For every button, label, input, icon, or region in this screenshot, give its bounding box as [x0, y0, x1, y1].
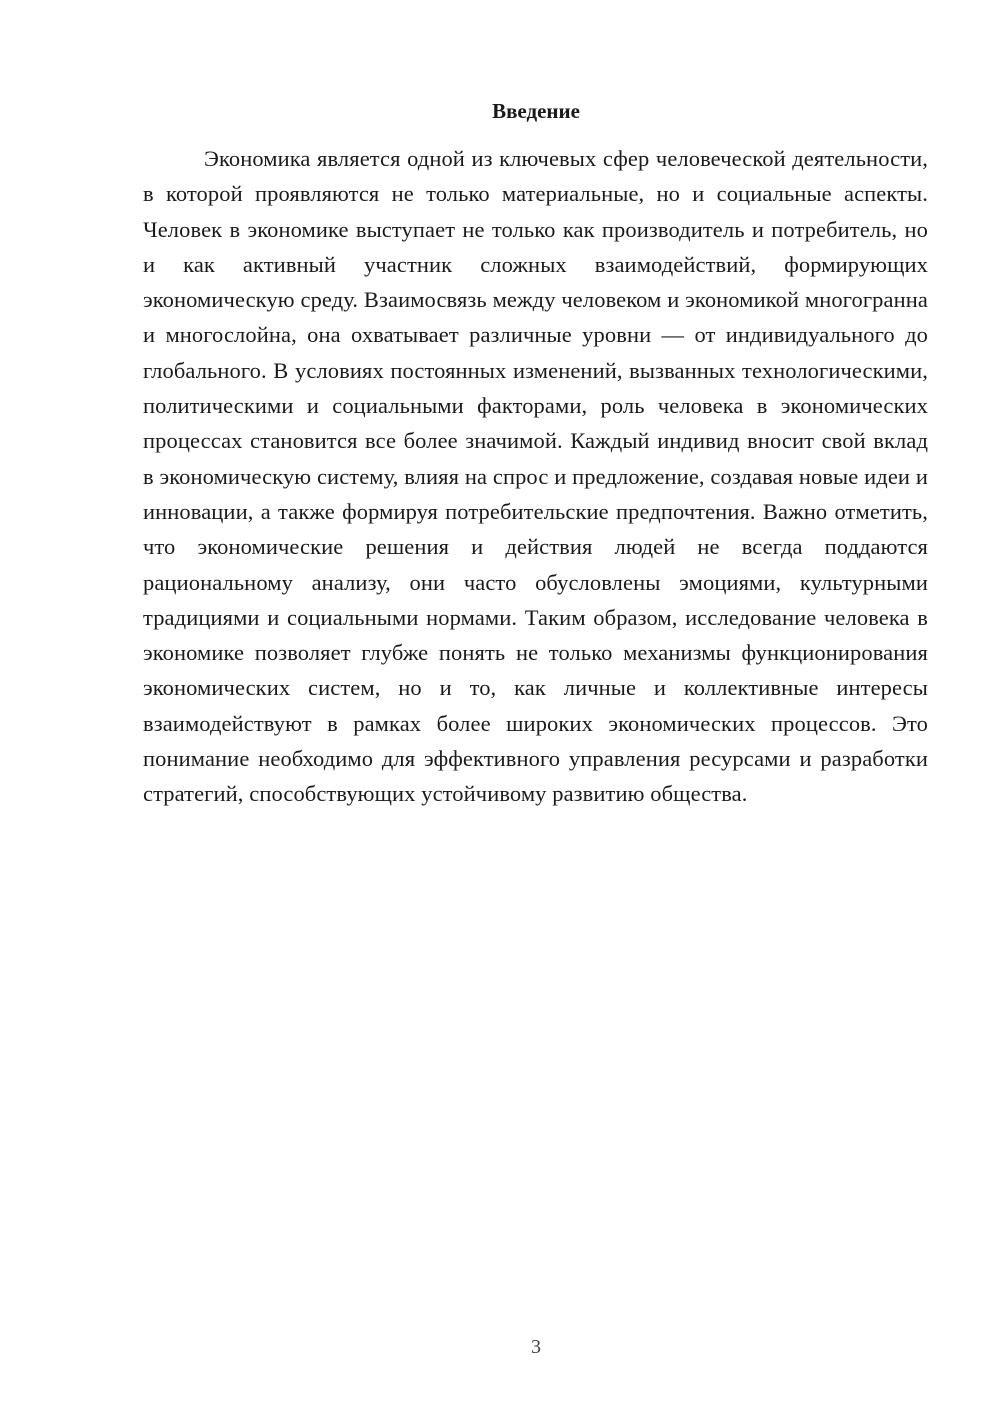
section-heading: Введение [492, 99, 580, 123]
body-paragraph: Экономика является одной из ключевых сфер человеческой деятельности, в которой проявляются не только материальные, но и социальные аспекты. Человек в экономике выступает не только как производитель и потребитель, но и как активный участник сложных взаимодействий, формирующих экономическую среду. Взаимосвязь между человеком и экономикой многогранна и многослойна, она охватывает различные уровни — от индивидуального до глобального. В условиях постоянных изменений, вызванных технологическими, политическими и социальными факторами, роль человека в экономических процессах становится все более значимой. Каждый индивид вносит свой вклад в экономическую систему, влияя на спрос и предложение, создавая новые идеи и инновации, а также формируя потребительские предпочтения. Важно отметить, что экономические решения и действия людей не всегда поддаются рациональному анализу, они часто обусловлены эмоциями, культурными традициями и социальными нормами. Таким образом, исследование человека в экономике позволяет глубже понять не только механизмы функционирования экономических систем, но и то, как личные и коллективные интересы взаимодействуют в рамках более широких экономических процессов. Это понимание необходимо для эффективного управления ресурсами и разработки стратегий, способствующих устойчивому развитию общества. [143, 146, 928, 807]
page-number: 3 [531, 1336, 541, 1358]
